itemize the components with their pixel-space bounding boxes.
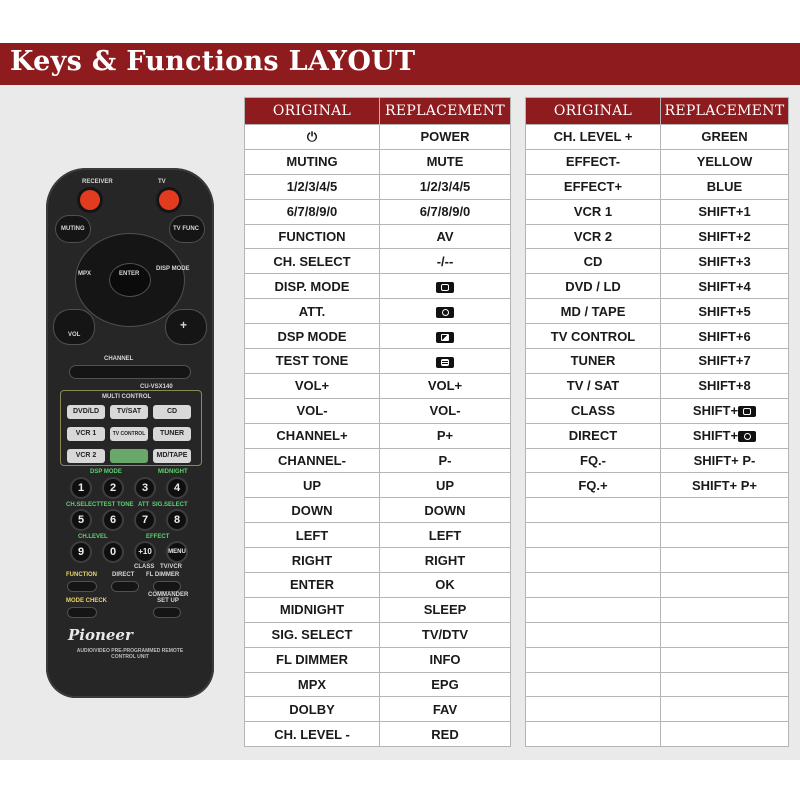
cell-original: DOLBY [245,697,380,722]
cell-original: TUNER [526,349,661,374]
cell-original [526,697,661,722]
remote-label-disp-mode: DISP MODE [156,266,190,272]
remote-label-effect: EFFECT [146,534,170,540]
cell-original: CHANNEL- [245,448,380,473]
cell-replacement-text: INFO [429,652,461,668]
cell-original [526,548,661,573]
table-row [245,349,511,374]
dvd-ld-key: DVD/LD [67,405,105,419]
cell-replacement-text: TV/DTV [421,627,469,643]
table-row [245,423,511,448]
table-row [245,174,511,199]
cell-replacement [380,573,511,598]
cell-original [526,622,661,647]
table-row [245,647,511,672]
cell-original: MUTING [245,149,380,174]
table-row [526,299,789,324]
cell-replacement-text: AV [436,229,454,244]
cell-original: FQ.- [526,448,661,473]
cell-replacement-text: OK [435,577,455,593]
table-row [245,722,511,747]
table-row [245,199,511,224]
cell-replacement-text: VOL+ [427,378,463,394]
remote-label-ch-level: CH.LEVEL [78,534,108,540]
table-row [245,597,511,622]
cell-replacement-text: FAV [432,701,458,717]
cell-original: TV / SAT [526,373,661,398]
table-row [245,672,511,697]
cell-original: RIGHT [245,548,380,573]
remote-label-ch-select: CH.SELECT [66,502,101,508]
remote-model: CU-VSX140 [140,384,173,390]
cell-original: DIRECT [526,423,661,448]
cell-original [526,597,661,622]
cell-replacement-text: SLEEP [423,602,467,618]
number-key-3: 3 [136,479,154,497]
table-row [526,174,789,199]
rounded-rect-button-icon [738,406,756,417]
table-row [526,573,789,598]
cell-replacement-text: SHIFT+2 [698,229,751,244]
cell-replacement [661,722,789,747]
cell-original: EFFECT+ [526,174,661,199]
cell-replacement-text: VOL- [429,403,461,419]
remote-label-tv-func: TV FUNC [173,226,199,232]
cell-original: FQ.+ [526,473,661,498]
cell-replacement-text: SHIFT+6 [698,328,751,344]
table-row [526,722,789,747]
cell-original [526,523,661,548]
cell-replacement-text: SHIFT+ [692,428,739,444]
cell-original: EFFECT- [526,149,661,174]
table-row [245,498,511,523]
cell-replacement [380,149,511,174]
col-header-original: ORIGINAL [245,98,380,125]
striped-button-icon [436,357,454,368]
number-key-6: 6 [104,511,122,529]
number-key-4: 4 [168,479,186,497]
cell-replacement-text: UP [435,477,455,493]
vcr2-key: VCR 2 [67,449,105,463]
cell-original: ⏻ [245,125,380,150]
plus10-key: +10 [136,543,154,561]
cell-replacement [380,647,511,672]
cell-replacement [380,324,511,349]
table-row [526,548,789,573]
remote-label-tv: TV [158,179,166,185]
cell-original: SIG. SELECT [245,622,380,647]
remote-label-direct: DIRECT [112,572,135,578]
remote-label-function: FUNCTION [66,572,97,578]
cell-replacement [380,249,511,274]
cell-replacement-text: SHIFT+7 [698,353,751,369]
cell-original [526,498,661,523]
remote-label-channel: CHANNEL [104,356,134,362]
remote-label-receiver: RECEIVER [82,179,113,185]
cell-replacement-text: SHIFT+8 [698,378,751,394]
cell-original: DOWN [245,498,380,523]
table-row [245,149,511,174]
cell-replacement [661,199,789,224]
tv-power-key [159,190,179,210]
cell-replacement [380,299,511,324]
remote-control-image [46,168,214,698]
table-row [526,523,789,548]
cell-replacement [380,473,511,498]
table-row [245,274,511,299]
cell-replacement [380,125,511,150]
cell-replacement [661,249,789,274]
cell-original: CD [526,249,661,274]
cell-replacement [661,274,789,299]
cell-replacement [661,373,789,398]
table-row [526,249,789,274]
remote-label-mode-check: MODE CHECK [66,598,108,604]
table-row [526,274,789,299]
table-row [245,523,511,548]
cell-original: ATT. [245,299,380,324]
vcr1-key: VCR 1 [67,427,105,441]
cell-replacement-text: SHIFT+3 [698,253,751,269]
cell-original: VCR 1 [526,199,661,224]
cell-replacement [380,523,511,548]
direct-key [112,582,138,591]
cell-replacement [380,199,511,224]
cell-original: CH. LEVEL - [245,722,380,747]
remote-label-vol: VOL [68,332,81,338]
rounded-rect-button-icon [436,282,454,293]
table-row [526,622,789,647]
cell-replacement-text: RED [431,726,459,742]
cell-original [526,672,661,697]
number-key-5: 5 [72,511,90,529]
table-row [245,324,511,349]
enter-key [110,264,150,296]
cell-replacement [380,174,511,199]
number-key-0: 0 [104,543,122,561]
cell-replacement [661,224,789,249]
circle-dot-button-icon [738,431,756,442]
remote-label-fl-dimmer: FL DIMMER [146,572,180,578]
cell-original: DSP MODE [245,324,380,349]
number-key-8: 8 [168,511,186,529]
receiver-power-key [80,190,100,210]
remote-footer-text: AUDIO/VIDEO PRE-PROGRAMMED REMOTE CONTROL UNIT [76,648,184,660]
cell-original: CLASS [526,398,661,423]
table-row [245,224,511,249]
table-row [526,697,789,722]
cell-replacement [661,174,789,199]
cell-original: VCR 2 [526,224,661,249]
cell-replacement-text: DOWN [424,502,466,518]
cell-original: TEST TONE [245,349,380,374]
cell-replacement [661,448,789,473]
cell-replacement-text: 6/7/8/9/0 [419,204,471,220]
col-header-original: ORIGINAL [526,98,661,125]
remote-label-multi-control: MULTI CONTROL [102,394,152,400]
fl-dimmer-key [154,582,180,591]
cell-replacement [661,149,789,174]
cell-replacement [380,398,511,423]
cell-replacement-text: GREEN [701,129,748,145]
table-row [245,697,511,722]
cell-replacement [661,349,789,374]
cell-original: DISP. MODE [245,274,380,299]
remote-label-midnight: MIDNIGHT [158,469,188,475]
cell-replacement-text: SHIFT+4 [698,278,751,294]
cell-replacement [380,349,511,374]
cell-original: MD / TAPE [526,299,661,324]
cell-original: UP [245,473,380,498]
cell-original: LEFT [245,523,380,548]
setup-key [154,608,180,617]
cell-original: ENTER [245,573,380,598]
cell-replacement-text: SHIFT+1 [698,204,751,220]
cell-original: MPX [245,672,380,697]
channel-rocker [70,366,190,378]
cell-original [526,647,661,672]
cell-replacement-text: SHIFT+ P+ [691,477,758,493]
cell-original: 6/7/8/9/0 [245,199,380,224]
table-row [526,448,789,473]
cell-replacement-text: SHIFT+5 [698,303,751,319]
table-row [245,622,511,647]
cell-replacement [661,523,789,548]
number-key-1: 1 [72,479,90,497]
cell-replacement-text: -/-- [436,253,454,269]
table-row [526,324,789,349]
pioneer-logo: Pioneer [68,626,133,644]
remote-label-vol-plus: + [180,318,188,332]
cell-replacement [661,125,789,150]
table-row [526,473,789,498]
vol-minus-key [54,310,94,344]
table-row [526,498,789,523]
table-row [526,597,789,622]
cell-original: MIDNIGHT [245,597,380,622]
remote-label-muting: MUTING [61,226,85,232]
cell-replacement-text: SHIFT+ [692,403,739,419]
cell-replacement [380,672,511,697]
table-row [526,349,789,374]
tuner-key: TUNER [153,427,191,441]
table-row [245,473,511,498]
cell-replacement [661,622,789,647]
table-row [245,448,511,473]
table-row [245,299,511,324]
remote-label-commander-setup: COMMANDER SET UP [148,592,189,604]
table-row [526,149,789,174]
remote-label-mpx: MPX [78,271,92,277]
cell-replacement [661,597,789,622]
cell-replacement [380,448,511,473]
table-row [526,199,789,224]
remote-label-sig-select: SIG.SELECT [152,502,188,508]
cell-replacement [661,697,789,722]
table-row [245,373,511,398]
cell-replacement [380,224,511,249]
cell-replacement-text: LEFT [428,527,462,543]
table-row [526,373,789,398]
cell-replacement [661,398,789,423]
blank-green-key [110,449,148,463]
table-row [245,249,511,274]
cell-replacement [380,697,511,722]
col-header-replacement: REPLACEMENT [380,98,511,125]
table-row [526,672,789,697]
table-row [245,573,511,598]
cell-replacement [380,498,511,523]
cell-replacement [380,274,511,299]
keys-table-right [525,97,789,747]
cell-original: DVD / LD [526,274,661,299]
cell-replacement [380,548,511,573]
cell-replacement [380,722,511,747]
page-title: Keys & Functions LAYOUT [10,46,416,77]
cell-replacement-text: RIGHT [424,552,466,568]
cell-original: CH. LEVEL + [526,125,661,150]
cell-original: CH. SELECT [245,249,380,274]
cell-replacement [380,423,511,448]
remote-label-enter: ENTER [119,271,140,277]
mode-check-key [68,608,96,617]
half-square-button-icon [436,332,454,343]
cell-replacement-text: EPG [431,677,459,693]
cell-original: FL DIMMER [245,647,380,672]
cell-replacement [661,498,789,523]
cell-replacement-text: SHIFT+ P- [693,453,756,469]
remote-label-tv-vcr: TV/VCR [160,564,183,570]
remote-label-class: CLASS [134,564,155,570]
table-row [245,125,511,150]
function-key [68,582,96,591]
cell-original [526,573,661,598]
remote-label-dsp-mode: DSP MODE [90,469,122,475]
remote-label-att: ATT [138,502,150,508]
cell-original: TV CONTROL [526,324,661,349]
cell-replacement-text: BLUE [706,179,743,195]
cell-replacement [380,597,511,622]
table-row [526,224,789,249]
table-row [245,398,511,423]
cell-original: VOL+ [245,373,380,398]
table-row [526,423,789,448]
title-banner [0,43,800,85]
cell-replacement [661,423,789,448]
table-row [526,125,789,150]
cell-original: VOL- [245,398,380,423]
cell-replacement-text: YELLOW [696,154,753,170]
number-key-7: 7 [136,511,154,529]
menu-key: MENU [168,543,186,561]
cell-replacement-text: POWER [420,129,470,145]
table-row [526,398,789,423]
table-row [526,647,789,672]
cell-replacement [661,672,789,697]
cell-replacement [661,573,789,598]
number-key-2: 2 [104,479,122,497]
cell-replacement [661,647,789,672]
circle-dot-button-icon [436,307,454,318]
cell-replacement [380,622,511,647]
cell-replacement-text: P+ [436,428,454,444]
table-row [245,548,511,573]
number-key-9: 9 [72,543,90,561]
tv-sat-key: TV/SAT [110,405,148,419]
cell-replacement-text: P- [438,453,452,469]
cell-original: CHANNEL+ [245,423,380,448]
md-tape-key: MD/TAPE [153,449,191,463]
cd-key: CD [153,405,191,419]
cell-replacement [661,299,789,324]
keys-table-left [244,97,511,747]
cell-replacement [661,324,789,349]
cell-replacement [661,548,789,573]
cell-replacement [661,473,789,498]
cell-original: 1/2/3/4/5 [245,174,380,199]
cell-original: FUNCTION [245,224,380,249]
cell-replacement-text: MUTE [426,154,464,170]
remote-label-test-tone: TEST TONE [100,502,134,508]
tv-control-key: TV CONTROL [110,427,148,441]
cell-original [526,722,661,747]
col-header-replacement: REPLACEMENT [661,98,789,125]
cell-replacement-text: 1/2/3/4/5 [419,179,471,195]
cell-replacement [380,373,511,398]
